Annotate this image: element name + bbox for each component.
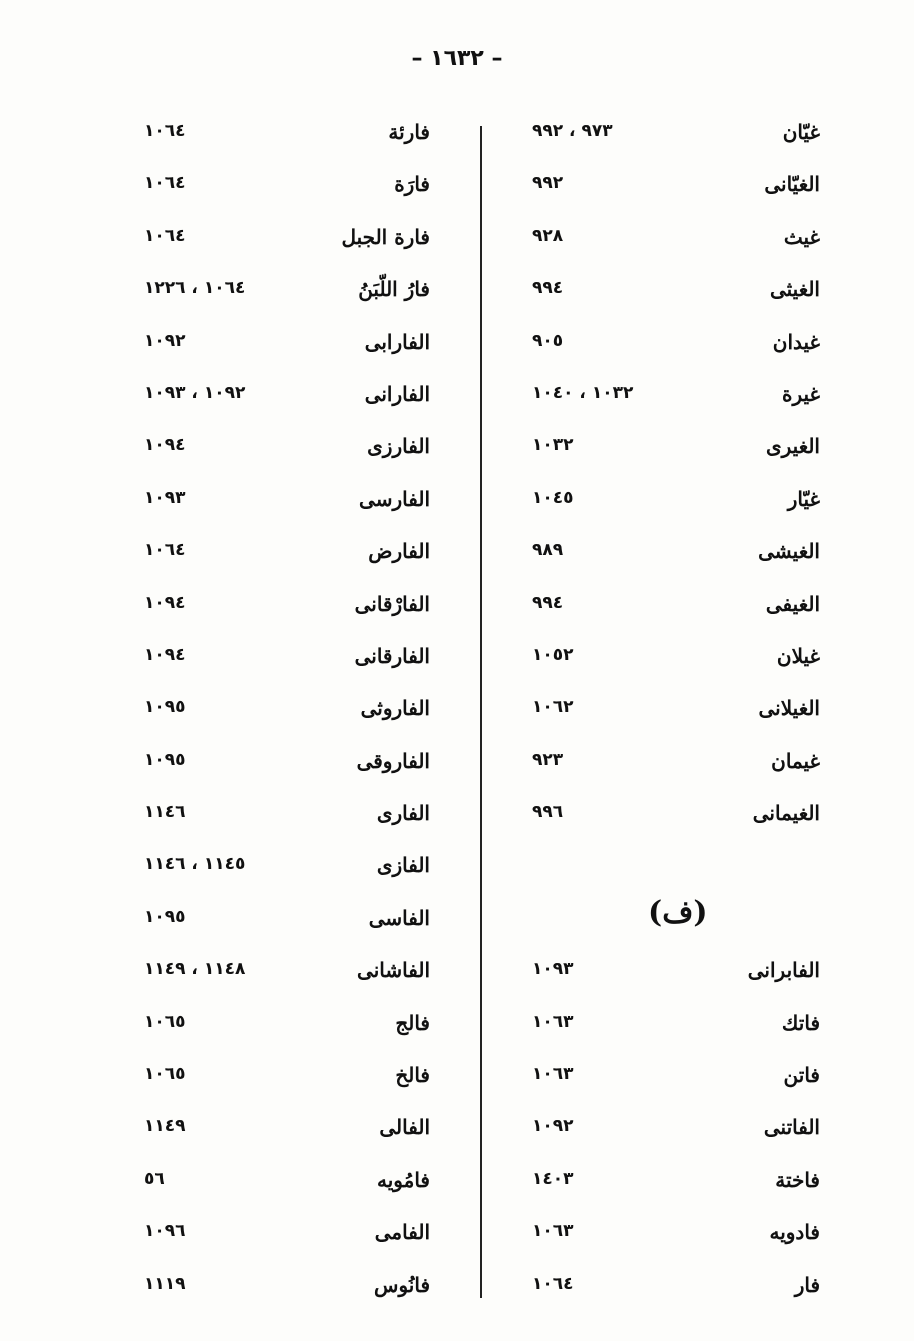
entry-name: الفابرانى <box>747 958 820 983</box>
index-entry <box>130 845 440 897</box>
index-entry <box>130 688 440 740</box>
index-entry <box>130 1212 440 1264</box>
index-entry <box>520 217 830 269</box>
entry-name: الفاروثى <box>360 696 430 721</box>
index-entry <box>130 164 440 216</box>
entry-name: فامُويه <box>377 1167 430 1192</box>
entry-name: الغيرى <box>765 434 820 459</box>
section-letter: (ف) <box>648 895 708 931</box>
index-entry <box>520 426 830 478</box>
entry-name: الفارابى <box>364 329 430 354</box>
entry-name: فانُوس <box>374 1272 430 1297</box>
entry-name: الفارزى <box>367 434 430 459</box>
index-entry <box>130 112 440 164</box>
index-entry <box>520 1055 830 1107</box>
index-entry <box>130 898 440 950</box>
index-entry <box>130 479 440 531</box>
entry-pages: ٩٨٩ <box>532 540 564 561</box>
entry-pages: ١٠٩٤ <box>144 592 186 613</box>
index-entry <box>520 741 830 793</box>
index-entry <box>130 741 440 793</box>
index-entry <box>520 374 830 426</box>
right-column <box>520 112 830 1317</box>
index-entry <box>520 1160 830 1212</box>
index-entry <box>130 1265 440 1317</box>
entry-pages: ١٠٦٤ <box>144 121 186 141</box>
entry-pages: ١٠٩٣ <box>532 959 574 980</box>
entry-pages: ١١٤٨ ، ١١٤٩ <box>144 959 246 980</box>
entry-pages: ١٠٩٥ <box>144 906 186 927</box>
entry-name: فاتك <box>781 1010 820 1035</box>
entry-pages: ٩٠٥ <box>532 330 564 351</box>
entry-name: الغيمانى <box>752 801 820 826</box>
index-entry <box>520 164 830 216</box>
entry-pages: ٩٩٤ <box>532 592 564 613</box>
column-divider <box>480 126 482 1298</box>
entry-name: فالخ <box>395 1063 430 1088</box>
entry-pages: ١٠٦٣ <box>532 1011 574 1032</box>
entry-name: غيّار <box>787 486 820 511</box>
entry-name: فار <box>794 1272 820 1297</box>
entry-name: الغيفى <box>765 591 820 616</box>
entry-name: الغيلانى <box>758 696 820 721</box>
entry-pages: ٩٩٢ <box>532 173 564 194</box>
entry-name: الفاشانى <box>357 958 430 983</box>
entry-name: فارئة <box>388 120 430 144</box>
entry-name: غيدان <box>772 329 820 354</box>
entry-name: غيث <box>783 224 820 249</box>
index-entry <box>130 1055 440 1107</box>
entry-pages: ١٠٩٤ <box>144 435 186 456</box>
entry-name: الفاروقى <box>356 748 430 773</box>
index-entry <box>130 950 440 1002</box>
entry-name: فاختة <box>775 1167 820 1192</box>
entry-name: الفامى <box>374 1220 430 1245</box>
index-entry <box>520 1212 830 1264</box>
index-entry <box>130 374 440 426</box>
entry-name: غيلان <box>776 643 820 668</box>
entry-name: الفارض <box>368 539 430 564</box>
entry-name: الغيّانى <box>764 172 820 197</box>
entry-name: الفارانى <box>364 381 430 406</box>
entry-name: الغيثى <box>769 277 820 302</box>
section-header-row <box>520 845 830 950</box>
index-entry <box>130 322 440 374</box>
page-number: – ١٦٣٢ – <box>411 46 503 71</box>
entry-name: غيمان <box>771 748 820 773</box>
index-entry <box>130 636 440 688</box>
entry-pages: ١٠٩٤ <box>144 644 186 665</box>
entry-name: فادويه <box>769 1220 820 1245</box>
index-entry <box>520 479 830 531</box>
entry-pages: ١١٤٦ <box>144 802 186 823</box>
entry-pages: ٥٦ <box>144 1168 165 1189</box>
entry-name: غيرة <box>781 381 820 406</box>
index-entry <box>520 1265 830 1317</box>
entry-pages: ١٠٦٣ <box>532 1221 574 1242</box>
entry-pages: ٩٩٤ <box>532 278 564 299</box>
entry-name: الفاسى <box>368 905 430 930</box>
entry-pages: ١٠٩٢ ، ١٠٩٣ <box>144 382 246 403</box>
index-entry <box>520 1107 830 1159</box>
entry-name: الفازى <box>376 853 430 878</box>
entry-pages: ٩٢٨ <box>532 225 564 246</box>
index-entry <box>130 793 440 845</box>
entry-pages: ١٠٩٥ <box>144 749 186 770</box>
entry-name: الفارى <box>376 801 430 826</box>
index-entry <box>130 1107 440 1159</box>
entry-pages: ١١٤٥ ، ١١٤٦ <box>144 854 246 875</box>
left-column <box>130 112 440 1317</box>
index-entry <box>520 269 830 321</box>
entry-name: الفارسى <box>359 486 430 511</box>
entry-pages: ١٠٦٤ <box>144 173 186 194</box>
entry-name: الفارْقانى <box>354 591 430 616</box>
entry-pages: ١٤٠٣ <box>532 1168 574 1189</box>
entry-pages: ١٠٩٢ <box>532 1116 574 1137</box>
entry-pages: ٩٩٦ <box>532 802 564 823</box>
entry-name: فارة الجبل <box>341 224 430 249</box>
entry-pages: ١٠٩٣ <box>144 487 186 508</box>
index-entry <box>520 112 830 164</box>
entry-pages: ١٠٦٤ <box>144 225 186 246</box>
entry-name: فاتن <box>783 1063 820 1088</box>
entry-pages: ١٠٦٤ ، ١٢٢٦ <box>144 278 246 299</box>
entry-pages: ١٠٤٥ <box>532 487 574 508</box>
entry-pages: ١١١٩ <box>144 1273 186 1294</box>
index-entry <box>520 636 830 688</box>
entry-pages: ١٠٦٥ <box>144 1064 186 1085</box>
entry-name: فارُ اللّبَنُ <box>358 277 430 302</box>
entry-pages: ٩٢٣ <box>532 749 564 770</box>
entry-pages: ١٠٦٥ <box>144 1011 186 1032</box>
entry-pages: ١٠٣٢ <box>532 435 574 456</box>
entry-pages: ٩٧٣ ، ٩٩٢ <box>532 121 613 141</box>
index-entry <box>130 1003 440 1055</box>
entry-name: الفارقانى <box>354 643 430 668</box>
entry-pages: ١٠٣٢ ، ١٠٤٠ <box>532 382 634 403</box>
entry-pages: ١٠٦٤ <box>144 540 186 561</box>
index-entry <box>520 950 830 1002</box>
index-entry <box>130 426 440 478</box>
index-entry <box>520 1003 830 1055</box>
entry-pages: ١٠٦٣ <box>532 1064 574 1085</box>
entry-name: الفاتنى <box>763 1115 820 1140</box>
entry-pages: ١٠٩٥ <box>144 697 186 718</box>
entry-pages: ١١٤٩ <box>144 1116 186 1137</box>
entry-pages: ١٠٦٤ <box>532 1273 574 1294</box>
entry-pages: ١٠٦٢ <box>532 697 574 718</box>
entry-name: الفالى <box>379 1115 430 1140</box>
entry-name: غيّان <box>782 120 820 144</box>
index-entry <box>130 269 440 321</box>
index-entry <box>130 217 440 269</box>
index-entry <box>520 688 830 740</box>
index-entry <box>520 531 830 583</box>
entry-pages: ١٠٥٢ <box>532 644 574 665</box>
entry-pages: ١٠٩٢ <box>144 330 186 351</box>
entry-name: فالج <box>395 1010 430 1035</box>
index-entry <box>130 1160 440 1212</box>
index-entry <box>520 584 830 636</box>
entry-name: فارَة <box>394 172 430 197</box>
index-entry <box>520 322 830 374</box>
entry-pages: ١٠٩٦ <box>144 1221 186 1242</box>
index-entry <box>130 584 440 636</box>
entry-name: الغيشى <box>758 539 820 564</box>
index-entry <box>130 531 440 583</box>
index-entry <box>520 793 830 845</box>
